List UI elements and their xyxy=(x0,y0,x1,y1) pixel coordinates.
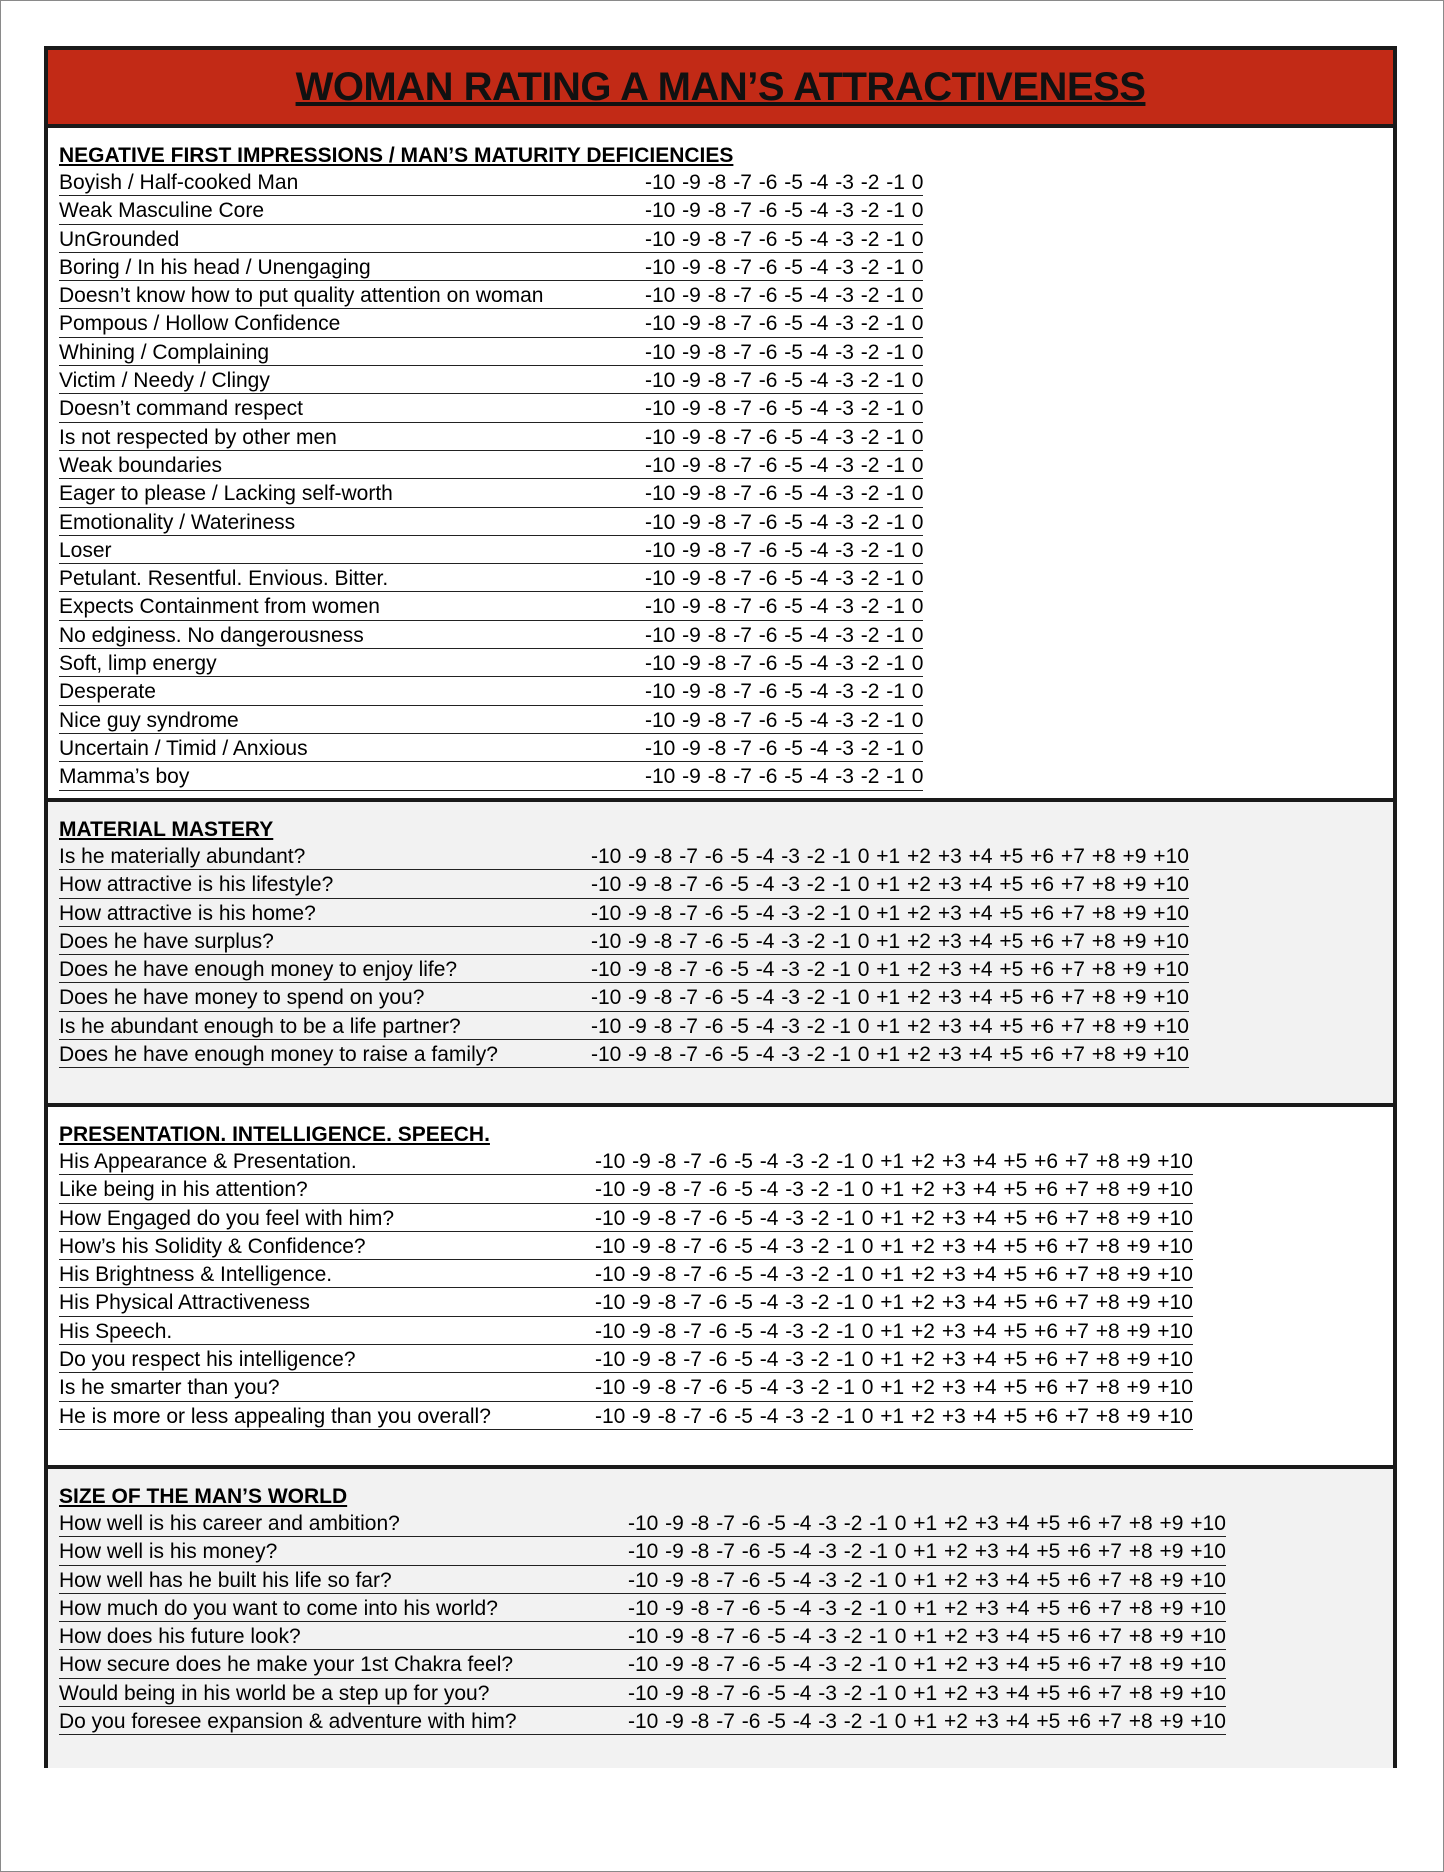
rating-label: Weak Masculine Core xyxy=(59,199,265,223)
underline-rule xyxy=(59,1067,1189,1068)
rating-scale[interactable]: -10 -9 -8 -7 -6 -5 -4 -3 -2 -1 0 +1 +2 +3 +4 +5 +6 +7 +8 +9 +10 xyxy=(595,1291,1193,1315)
rating-label: Is he smarter than you? xyxy=(59,1376,280,1400)
rating-label: Nice guy syndrome xyxy=(59,708,239,732)
rating-scale[interactable]: -10 -9 -8 -7 -6 -5 -4 -3 -2 -1 0 +1 +2 +3 +4 +5 +6 +7 +8 +9 +10 xyxy=(628,1625,1226,1649)
underline-rule xyxy=(59,422,923,423)
rating-scale[interactable]: -10 -9 -8 -7 -6 -5 -4 -3 -2 -1 0 xyxy=(645,736,924,760)
rating-label: Would being in his world be a step up for you? xyxy=(59,1681,490,1705)
rating-row xyxy=(59,367,1393,395)
underline-rule xyxy=(59,450,923,451)
rating-scale[interactable]: -10 -9 -8 -7 -6 -5 -4 -3 -2 -1 0 +1 +2 +3 +4 +5 +6 +7 +8 +9 +10 xyxy=(628,1512,1226,1535)
rating-scale[interactable]: -10 -9 -8 -7 -6 -5 -4 -3 -2 -1 0 xyxy=(645,255,924,279)
underline-rule xyxy=(59,535,923,536)
rating-label: Is not respected by other men xyxy=(59,425,337,449)
underline-rule xyxy=(59,1174,1193,1175)
rating-label: Loser xyxy=(59,538,112,562)
rating-scale[interactable]: -10 -9 -8 -7 -6 -5 -4 -3 -2 -1 0 +1 +2 +3 +4 +5 +6 +7 +8 +9 +10 xyxy=(595,1178,1193,1202)
rating-label: Expects Containment from women xyxy=(59,595,380,619)
section-heading: MATERIAL MASTERY xyxy=(59,818,274,841)
section-heading: SIZE OF THE MAN’S WORLD xyxy=(59,1485,348,1508)
rating-label: Mamma’s boy xyxy=(59,765,190,789)
rating-row xyxy=(59,339,1393,367)
underline-rule xyxy=(59,280,923,281)
rating-scale[interactable]: -10 -9 -8 -7 -6 -5 -4 -3 -2 -1 0 xyxy=(645,227,924,251)
rating-row xyxy=(59,452,1393,480)
rating-label: Petulant. Resentful. Envious. Bitter. xyxy=(59,567,389,591)
rating-scale[interactable]: -10 -9 -8 -7 -6 -5 -4 -3 -2 -1 0 xyxy=(645,425,924,449)
rating-scale[interactable]: -10 -9 -8 -7 -6 -5 -4 -3 -2 -1 0 xyxy=(645,595,924,619)
rating-scale[interactable]: -10 -9 -8 -7 -6 -5 -4 -3 -2 -1 0 +1 +2 +3 +4 +5 +6 +7 +8 +9 +10 xyxy=(628,1568,1226,1592)
title-bar xyxy=(48,50,1393,128)
rating-row xyxy=(59,1680,1393,1708)
rating-row xyxy=(59,1346,1393,1374)
rating-row xyxy=(59,197,1393,225)
rating-label: Does he have surplus? xyxy=(59,929,274,953)
rating-row xyxy=(59,1318,1393,1346)
rating-row xyxy=(59,509,1393,537)
rating-scale[interactable]: -10 -9 -8 -7 -6 -5 -4 -3 -2 -1 0 xyxy=(645,652,924,676)
underline-rule xyxy=(59,478,923,479)
rating-row xyxy=(59,424,1393,452)
rating-scale[interactable]: -10 -9 -8 -7 -6 -5 -4 -3 -2 -1 0 xyxy=(645,284,924,308)
rating-row xyxy=(59,900,1393,928)
underline-rule xyxy=(59,1649,1226,1650)
rating-row xyxy=(59,956,1393,984)
rating-label: No edginess. No dangerousness xyxy=(59,623,364,647)
rating-label: Whining / Complaining xyxy=(59,340,270,364)
rating-row xyxy=(59,707,1393,735)
rating-label: Victim / Needy / Clingy xyxy=(59,369,270,393)
underline-rule xyxy=(59,507,923,508)
underline-rule xyxy=(59,1536,1226,1537)
underline-rule xyxy=(59,1231,1193,1232)
underline-rule xyxy=(59,337,923,338)
rating-row xyxy=(59,622,1393,650)
rating-label: How Engaged do you feel with him? xyxy=(59,1206,395,1230)
rating-scale[interactable]: -10 -9 -8 -7 -6 -5 -4 -3 -2 -1 0 +1 +2 +3 +4 +5 +6 +7 +8 +9 +10 xyxy=(595,1404,1193,1428)
rating-label: Boyish / Half-cooked Man xyxy=(59,171,299,194)
rating-scale[interactable]: -10 -9 -8 -7 -6 -5 -4 -3 -2 -1 0 +1 +2 +3 +4 +5 +6 +7 +8 +9 +10 xyxy=(595,1319,1193,1343)
section-material-mastery xyxy=(48,802,1393,1107)
rating-row xyxy=(59,1233,1393,1261)
rating-scale[interactable]: -10 -9 -8 -7 -6 -5 -4 -3 -2 -1 0 +1 +2 +3 +4 +5 +6 +7 +8 +9 +10 xyxy=(591,958,1189,982)
underline-rule xyxy=(59,1621,1226,1622)
rating-label: How does his future look? xyxy=(59,1625,301,1649)
rating-label: Weak boundaries xyxy=(59,453,223,477)
rating-row xyxy=(59,1041,1393,1069)
rating-label: Desperate xyxy=(59,680,156,704)
underline-rule xyxy=(59,252,923,253)
rating-scale[interactable]: -10 -9 -8 -7 -6 -5 -4 -3 -2 -1 0 +1 +2 +3 +4 +5 +6 +7 +8 +9 +10 xyxy=(628,1681,1226,1705)
rating-scale[interactable]: -10 -9 -8 -7 -6 -5 -4 -3 -2 -1 0 +1 +2 +3 +4 +5 +6 +7 +8 +9 +10 xyxy=(595,1376,1193,1400)
rating-scale[interactable]: -10 -9 -8 -7 -6 -5 -4 -3 -2 -1 0 +1 +2 +3 +4 +5 +6 +7 +8 +9 +10 xyxy=(591,873,1189,897)
rating-scale[interactable]: -10 -9 -8 -7 -6 -5 -4 -3 -2 -1 0 xyxy=(645,171,924,194)
underline-rule xyxy=(59,648,923,649)
rating-label: His Physical Attractiveness xyxy=(59,1291,310,1315)
underline-rule xyxy=(59,1429,1193,1430)
rating-label: Boring / In his head / Unengaging xyxy=(59,255,371,279)
rating-label: How much do you want to come into his world? xyxy=(59,1596,498,1620)
rating-label: How secure does he make your 1st Chakra feel? xyxy=(59,1653,514,1677)
rating-scale[interactable]: -10 -9 -8 -7 -6 -5 -4 -3 -2 -1 0 xyxy=(645,708,924,732)
rating-label: He is more or less appealing than you overall? xyxy=(59,1404,491,1428)
rating-scale[interactable]: -10 -9 -8 -7 -6 -5 -4 -3 -2 -1 0 +1 +2 +3 +4 +5 +6 +7 +8 +9 +10 xyxy=(628,1540,1226,1564)
rating-list xyxy=(59,169,1393,792)
underline-rule xyxy=(59,954,1189,955)
rating-row xyxy=(59,1289,1393,1317)
rating-row xyxy=(59,763,1393,791)
rating-label: Do you respect his intelligence? xyxy=(59,1348,356,1372)
rating-scale[interactable]: -10 -9 -8 -7 -6 -5 -4 -3 -2 -1 0 +1 +2 +3 +4 +5 +6 +7 +8 +9 +10 xyxy=(591,901,1189,925)
underline-rule xyxy=(59,1039,1189,1040)
section-presentation xyxy=(48,1107,1393,1469)
rating-label: His Brightness & Intelligence. xyxy=(59,1263,333,1287)
rating-scale[interactable]: -10 -9 -8 -7 -6 -5 -4 -3 -2 -1 0 xyxy=(645,538,924,562)
underline-rule xyxy=(59,224,923,225)
rating-scale[interactable]: -10 -9 -8 -7 -6 -5 -4 -3 -2 -1 0 xyxy=(645,482,924,506)
underline-rule xyxy=(59,1287,1193,1288)
rating-row xyxy=(59,650,1393,678)
underline-rule xyxy=(59,393,923,394)
rating-scale[interactable]: -10 -9 -8 -7 -6 -5 -4 -3 -2 -1 0 +1 +2 +3 +4 +5 +6 +7 +8 +9 +10 xyxy=(628,1710,1226,1734)
rating-label: Soft, limp energy xyxy=(59,652,217,676)
rating-label: How well is his money? xyxy=(59,1540,278,1564)
rating-scale[interactable]: -10 -9 -8 -7 -6 -5 -4 -3 -2 -1 0 +1 +2 +3 +4 +5 +6 +7 +8 +9 +10 xyxy=(591,986,1189,1010)
rating-scale[interactable]: -10 -9 -8 -7 -6 -5 -4 -3 -2 -1 0 xyxy=(645,397,924,421)
underline-rule xyxy=(59,1706,1226,1707)
rating-label: Doesn’t command respect xyxy=(59,397,303,421)
rating-row xyxy=(59,565,1393,593)
rating-label: Emotionality / Wateriness xyxy=(59,510,296,534)
rating-label: His Speech. xyxy=(59,1319,173,1343)
section-heading: PRESENTATION. INTELLIGENCE. SPEECH. xyxy=(59,1123,490,1146)
underline-rule xyxy=(59,620,923,621)
rating-row xyxy=(59,310,1393,338)
underline-rule xyxy=(59,926,1189,927)
rating-scale[interactable]: -10 -9 -8 -7 -6 -5 -4 -3 -2 -1 0 +1 +2 +3 +4 +5 +6 +7 +8 +9 +10 xyxy=(591,845,1189,868)
rating-scale[interactable]: -10 -9 -8 -7 -6 -5 -4 -3 -2 -1 0 +1 +2 +3 +4 +5 +6 +7 +8 +9 +10 xyxy=(595,1150,1193,1173)
rating-label: Is he abundant enough to be a life partner? xyxy=(59,1014,461,1038)
rating-label: How attractive is his lifestyle? xyxy=(59,873,334,897)
rating-label: Is he materially abundant? xyxy=(59,845,306,868)
rating-row xyxy=(59,226,1393,254)
rating-label: How well has he built his life so far? xyxy=(59,1568,392,1592)
rating-row xyxy=(59,1623,1393,1651)
rating-label: Does he have enough money to raise a family? xyxy=(59,1043,498,1067)
rating-row xyxy=(59,254,1393,282)
rating-scale[interactable]: -10 -9 -8 -7 -6 -5 -4 -3 -2 -1 0 +1 +2 +3 +4 +5 +6 +7 +8 +9 +10 xyxy=(595,1234,1193,1258)
rating-scale[interactable]: -10 -9 -8 -7 -6 -5 -4 -3 -2 -1 0 xyxy=(645,453,924,477)
underline-rule xyxy=(59,1372,1193,1373)
rating-row xyxy=(59,1510,1393,1538)
rating-scale[interactable]: -10 -9 -8 -7 -6 -5 -4 -3 -2 -1 0 +1 +2 +3 +4 +5 +6 +7 +8 +9 +10 xyxy=(591,929,1189,953)
rating-row xyxy=(59,1708,1393,1736)
underline-rule xyxy=(59,1344,1193,1345)
rating-label: Pompous / Hollow Confidence xyxy=(59,312,341,336)
rating-row xyxy=(59,735,1393,763)
underline-rule xyxy=(59,1678,1226,1679)
rating-row xyxy=(59,984,1393,1012)
rating-scale[interactable]: -10 -9 -8 -7 -6 -5 -4 -3 -2 -1 0 xyxy=(645,567,924,591)
rating-row xyxy=(59,1013,1393,1041)
rating-scale[interactable]: -10 -9 -8 -7 -6 -5 -4 -3 -2 -1 0 xyxy=(645,340,924,364)
rating-row xyxy=(59,1567,1393,1595)
section-negative-impressions xyxy=(48,128,1393,802)
rating-row xyxy=(59,1205,1393,1233)
rating-row xyxy=(59,1176,1393,1204)
underline-rule xyxy=(59,1401,1193,1402)
underline-rule xyxy=(59,898,1189,899)
rating-row xyxy=(59,1651,1393,1679)
section-heading: NEGATIVE FIRST IMPRESSIONS / MAN’S MATURITY DEFICIENCIES xyxy=(59,144,734,167)
underline-rule xyxy=(59,1734,1226,1735)
rating-list xyxy=(59,1148,1393,1431)
underline-rule xyxy=(59,982,1189,983)
rating-label: Uncertain / Timid / Anxious xyxy=(59,736,308,760)
rating-list xyxy=(59,843,1393,1069)
underline-rule xyxy=(59,733,923,734)
rating-row xyxy=(59,282,1393,310)
rating-label: Do you foresee expansion & adventure with him? xyxy=(59,1710,517,1734)
section-size-of-world xyxy=(48,1469,1393,1768)
rating-label: Does he have money to spend on you? xyxy=(59,986,425,1010)
rating-label: Doesn’t know how to put quality attention on woman xyxy=(59,284,544,308)
rating-scale[interactable]: -10 -9 -8 -7 -6 -5 -4 -3 -2 -1 0 +1 +2 +3 +4 +5 +6 +7 +8 +9 +10 xyxy=(591,1014,1189,1038)
rating-scale[interactable]: -10 -9 -8 -7 -6 -5 -4 -3 -2 -1 0 xyxy=(645,680,924,704)
rating-scale[interactable]: -10 -9 -8 -7 -6 -5 -4 -3 -2 -1 0 +1 +2 +3 +4 +5 +6 +7 +8 +9 +10 xyxy=(595,1263,1193,1287)
rating-label: How attractive is his home? xyxy=(59,901,316,925)
rating-sheet xyxy=(44,46,1397,1768)
rating-scale[interactable]: -10 -9 -8 -7 -6 -5 -4 -3 -2 -1 0 xyxy=(645,199,924,223)
rating-list xyxy=(59,1510,1393,1736)
rating-scale[interactable]: -10 -9 -8 -7 -6 -5 -4 -3 -2 -1 0 +1 +2 +3 +4 +5 +6 +7 +8 +9 +10 xyxy=(628,1596,1226,1620)
underline-rule xyxy=(59,1565,1226,1566)
underline-rule xyxy=(59,705,923,706)
rating-scale[interactable]: -10 -9 -8 -7 -6 -5 -4 -3 -2 -1 0 +1 +2 +3 +4 +5 +6 +7 +8 +9 +10 xyxy=(628,1653,1226,1677)
underline-rule xyxy=(59,676,923,677)
rating-row xyxy=(59,480,1393,508)
rating-scale[interactable]: -10 -9 -8 -7 -6 -5 -4 -3 -2 -1 0 xyxy=(645,623,924,647)
rating-label: How’s his Solidity & Confidence? xyxy=(59,1234,366,1258)
rating-label: His Appearance & Presentation. xyxy=(59,1150,357,1173)
rating-row xyxy=(59,1403,1393,1431)
rating-label: Eager to please / Lacking self-worth xyxy=(59,482,393,506)
rating-label: How well is his career and ambition? xyxy=(59,1512,400,1535)
underline-rule xyxy=(59,591,923,592)
rating-scale[interactable]: -10 -9 -8 -7 -6 -5 -4 -3 -2 -1 0 xyxy=(645,510,924,534)
rating-label: UnGrounded xyxy=(59,227,180,251)
rating-row xyxy=(59,395,1393,423)
rating-scale[interactable]: -10 -9 -8 -7 -6 -5 -4 -3 -2 -1 0 +1 +2 +3 +4 +5 +6 +7 +8 +9 +10 xyxy=(591,1043,1189,1067)
underline-rule xyxy=(59,761,923,762)
underline-rule xyxy=(59,195,923,196)
rating-row xyxy=(59,928,1393,956)
rating-scale[interactable]: -10 -9 -8 -7 -6 -5 -4 -3 -2 -1 0 xyxy=(645,765,924,789)
underline-rule xyxy=(59,563,923,564)
underline-rule xyxy=(59,790,923,791)
rating-scale[interactable]: -10 -9 -8 -7 -6 -5 -4 -3 -2 -1 0 xyxy=(645,369,924,393)
rating-row xyxy=(59,843,1393,871)
rating-scale[interactable]: -10 -9 -8 -7 -6 -5 -4 -3 -2 -1 0 +1 +2 +3 +4 +5 +6 +7 +8 +9 +10 xyxy=(595,1206,1193,1230)
rating-row xyxy=(59,169,1393,197)
underline-rule xyxy=(59,1259,1193,1260)
rating-row xyxy=(59,871,1393,899)
underline-rule xyxy=(59,1316,1193,1317)
underline-rule xyxy=(59,365,923,366)
underline-rule xyxy=(59,308,923,309)
rating-scale[interactable]: -10 -9 -8 -7 -6 -5 -4 -3 -2 -1 0 xyxy=(645,312,924,336)
rating-row xyxy=(59,1538,1393,1566)
rating-row xyxy=(59,1148,1393,1176)
underline-rule xyxy=(59,1203,1193,1204)
rating-label: Like being in his attention? xyxy=(59,1178,308,1202)
rating-row xyxy=(59,593,1393,621)
page-title: WOMAN RATING A MAN’S ATTRACTIVENESS xyxy=(295,64,1146,109)
rating-scale[interactable]: -10 -9 -8 -7 -6 -5 -4 -3 -2 -1 0 +1 +2 +3 +4 +5 +6 +7 +8 +9 +10 xyxy=(595,1348,1193,1372)
underline-rule xyxy=(59,1593,1226,1594)
rating-row xyxy=(59,1261,1393,1289)
rating-label: Does he have enough money to enjoy life? xyxy=(59,958,458,982)
rating-row xyxy=(59,1595,1393,1623)
underline-rule xyxy=(59,1011,1189,1012)
rating-row xyxy=(59,1374,1393,1402)
rating-row xyxy=(59,678,1393,706)
rating-row xyxy=(59,537,1393,565)
underline-rule xyxy=(59,869,1189,870)
